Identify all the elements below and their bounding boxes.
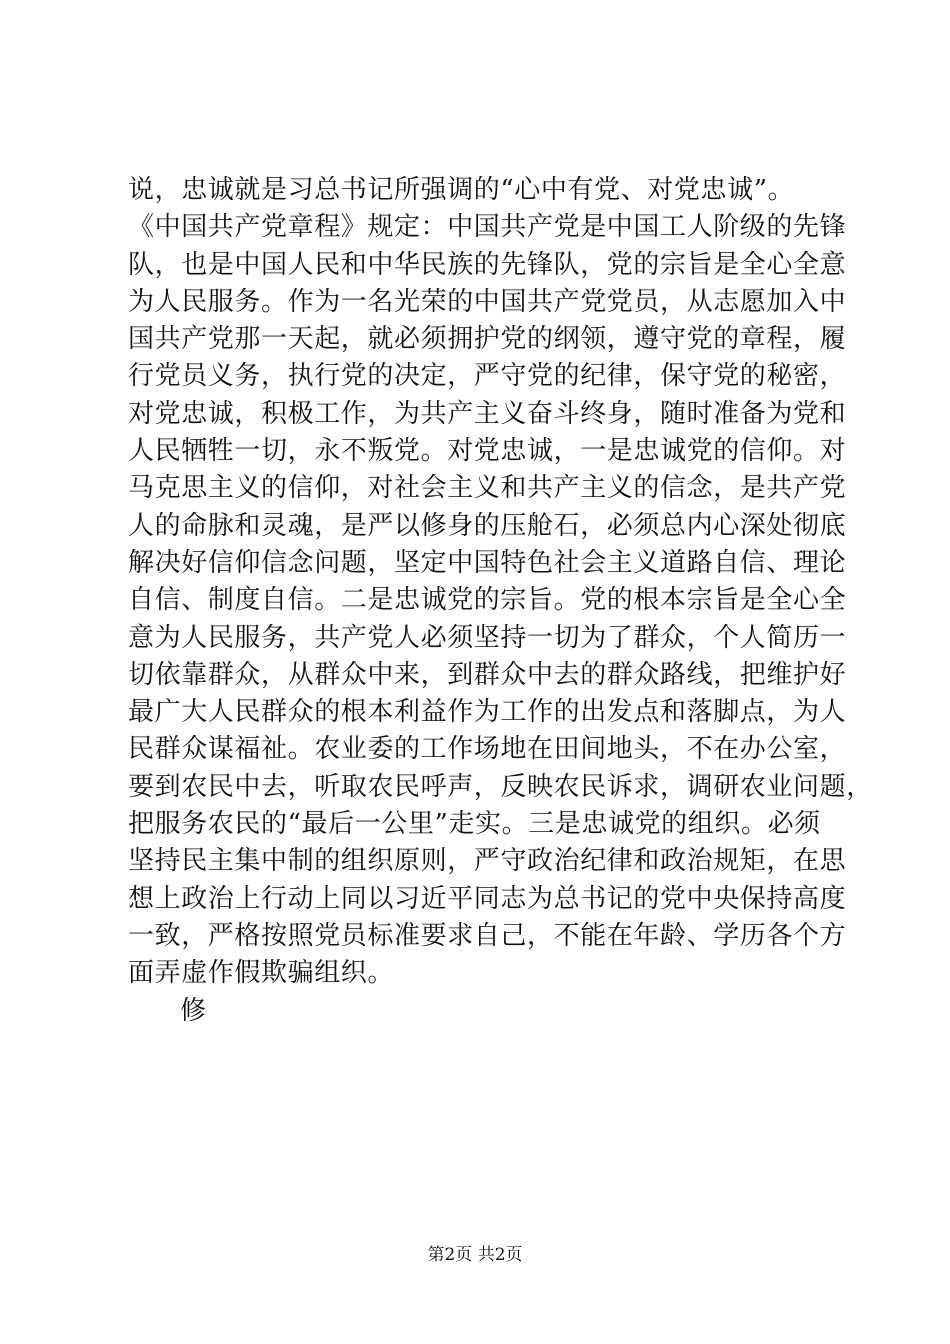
text-line-7: 对党忠诚，积极工作，为共产主义奋斗终身，随时准备为党和 bbox=[128, 398, 847, 429]
text-line-2: 《中国共产党章程》规定：中国共产党是中国工人阶级的先锋 bbox=[128, 212, 847, 243]
page-footer bbox=[0, 1243, 950, 1267]
page-number: 第2页 共2页 bbox=[427, 1245, 523, 1265]
text-line-20: 想上政治上行动上同以习近平同志为总书记的党中央保持高度 bbox=[128, 883, 847, 914]
text-line-18: 把服务农民的“最后一公里”走实。三是忠诚党的组织。必须 bbox=[128, 809, 821, 840]
text-line-21: 一致，严格按照党员标准要求自己，不能在年龄、学历各个方 bbox=[128, 920, 847, 951]
text-line-15: 最广大人民群众的根本利益作为工作的出发点和落脚点，为人 bbox=[128, 697, 847, 728]
text-line-19: 坚持民主集中制的组织原则，严守政治纪律和政治规矩，在思 bbox=[128, 846, 847, 877]
text-line-9: 马克思主义的信仰，对社会主义和共产主义的信念，是共产党 bbox=[128, 473, 847, 504]
text-line-3: 队，也是中国人民和中华民族的先锋队，党的宗旨是全心全意 bbox=[128, 249, 847, 280]
text-line-12: 自信、制度自信。二是忠诚党的宗旨。党的根本宗旨是全心全 bbox=[128, 585, 847, 616]
text-line-13: 意为人民服务，共产党人必须坚持一切为了群众，个人简历一 bbox=[128, 622, 847, 653]
text-line-11: 解决好信仰信念问题，坚定中国特色社会主义道路自信、理论 bbox=[128, 547, 847, 578]
text-line-16: 民群众谋福祉。农业委的工作场地在田间地头，不在办公室， bbox=[128, 734, 847, 765]
text-line-10: 人的命脉和灵魂，是严以修身的压舱石，必须总内心深处彻底 bbox=[128, 510, 847, 541]
text-line-8: 人民牺牲一切，永不叛党。对党忠诚，一是忠诚党的信仰。对 bbox=[128, 436, 847, 467]
text-line-23: 修 bbox=[180, 995, 207, 1026]
text-line-22: 面弄虚作假欺骗组织。 bbox=[128, 958, 395, 989]
text-line-4: 为人民服务。作为一名光荣的中国共产党党员，从志愿加入中 bbox=[128, 286, 847, 317]
text-line-6: 行党员义务，执行党的决定，严守党的纪律，保守党的秘密， bbox=[128, 361, 847, 392]
body-text bbox=[128, 172, 873, 1030]
text-line-1: 说，忠诚就是习总书记所强调的“心中有党、对党忠诚”。 bbox=[128, 175, 795, 205]
text-line-5: 国共产党那一天起，就必须拥护党的纲领，遵守党的章程，履 bbox=[128, 324, 847, 355]
text-line-14: 切依靠群众，从群众中来，到群众中去的群众路线，把维护好 bbox=[128, 659, 847, 690]
text-line-17: 要到农民中去，听取农民呼声，反映农民诉求，调研农业问题， bbox=[128, 771, 873, 802]
